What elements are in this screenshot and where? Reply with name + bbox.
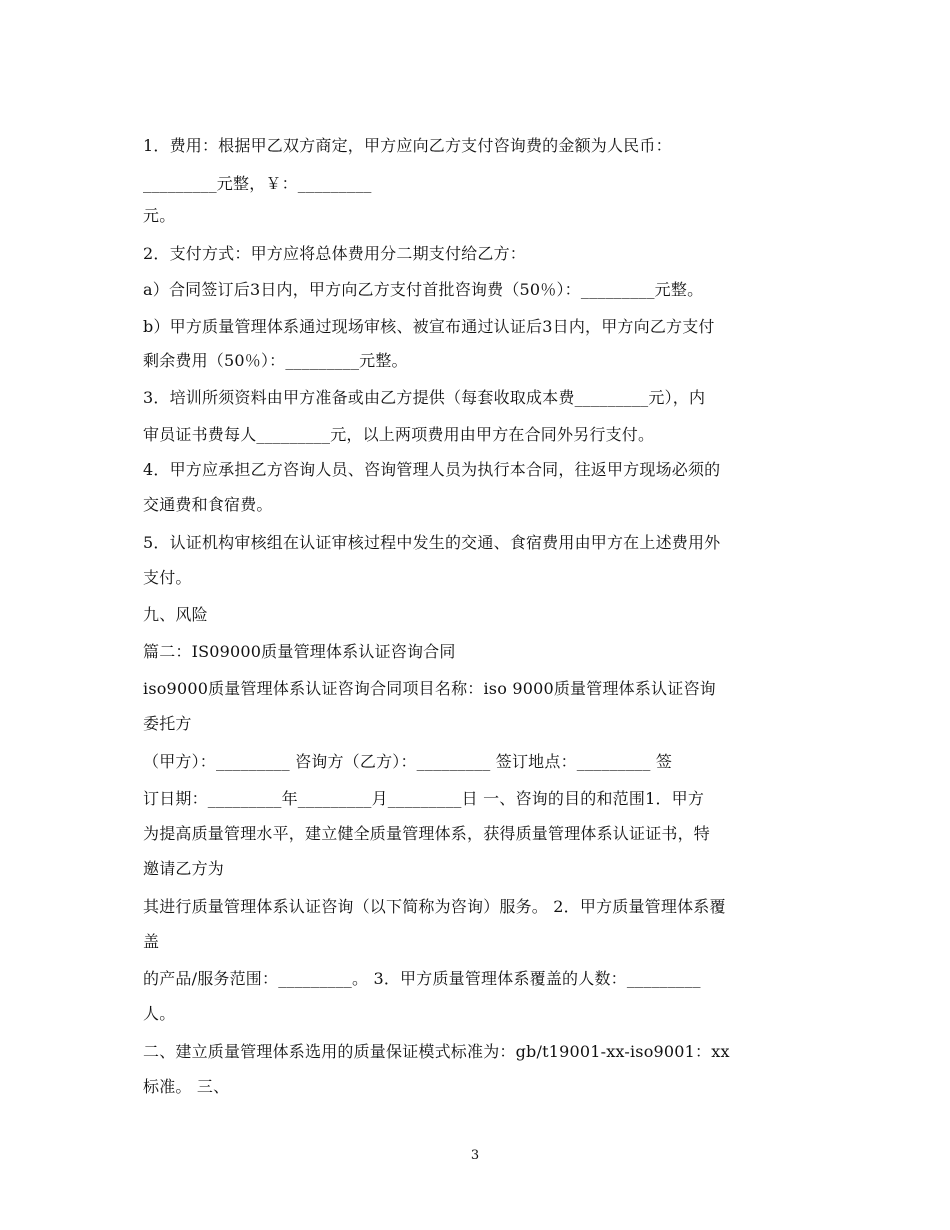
text-line: 1．费用：根据甲乙双方商定，甲方应向乙方支付咨询费的金额为人民币： bbox=[143, 136, 672, 155]
text-line: b）甲方质量管理体系通过现场审核、被宣布通过认证后3日内，甲方向乙方支付 bbox=[143, 317, 715, 336]
text-line: 其进行质量管理体系认证咨询（以下简称为咨询）服务。 2．甲方质量管理体系覆 bbox=[143, 897, 726, 916]
text-line: 审员证书费每人_________元，以上两项费用由甲方在合同外另行支付。 bbox=[143, 425, 655, 444]
text-line: 委托方 bbox=[143, 714, 192, 733]
text-line: 3．培训所须资料由甲方准备或由乙方提供（每套收取成本费_________元），内 bbox=[143, 388, 706, 407]
text-line: 元。 bbox=[143, 206, 176, 225]
text-line: 二、建立质量管理体系选用的质量保证模式标准为：gb/t19001-xx-iso9001：xx bbox=[143, 1042, 730, 1061]
text-line: 2．支付方式：甲方应将总体费用分二期支付给乙方： bbox=[143, 244, 526, 263]
section-heading: 篇二：IS09000质量管理体系认证咨询合同 bbox=[143, 642, 456, 661]
text-line: 5．认证机构审核组在认证审核过程中发生的交通、食宿费用由甲方在上述费用外 bbox=[143, 533, 721, 552]
text-line: 盖 bbox=[143, 932, 160, 951]
text-line: 剩余费用（50％）：_________元整。 bbox=[143, 351, 408, 370]
text-line: （甲方）：_________ 咨询方（乙方）：_________ 签订地点：_________ 签 bbox=[143, 752, 673, 771]
text-line: 为提高质量管理水平，建立健全质量管理体系，获得质量管理体系认证证书，特 bbox=[143, 824, 711, 843]
page-number: 3 bbox=[470, 1148, 480, 1163]
section-heading: 九、风险 bbox=[143, 605, 208, 624]
text-line: a）合同签订后3日内，甲方向乙方支付首批咨询费（50％）：_________元整。 bbox=[143, 280, 704, 299]
text-line: _________元整，￥：_________ bbox=[143, 174, 372, 193]
text-line: 邀请乙方为 bbox=[143, 859, 225, 878]
text-line: 支付。 bbox=[143, 568, 192, 587]
text-line: 标准。 三、 bbox=[143, 1077, 230, 1096]
text-line: 订日期：_________年_________月_________日 一、咨询的目的和范围1．甲方 bbox=[143, 789, 705, 808]
text-line: 交通费和食宿费。 bbox=[143, 495, 273, 514]
text-line: iso9000质量管理体系认证咨询合同项目名称：iso 9000质量管理体系认证咨询 bbox=[143, 679, 716, 698]
text-line: 4．甲方应承担乙方咨询人员、咨询管理人员为执行本合同，往返甲方现场必须的 bbox=[143, 460, 721, 479]
text-line: 人。 bbox=[143, 1004, 176, 1023]
text-line: 的产品/服务范围：_________。 3．甲方质量管理体系覆盖的人数：_________ bbox=[143, 969, 701, 988]
